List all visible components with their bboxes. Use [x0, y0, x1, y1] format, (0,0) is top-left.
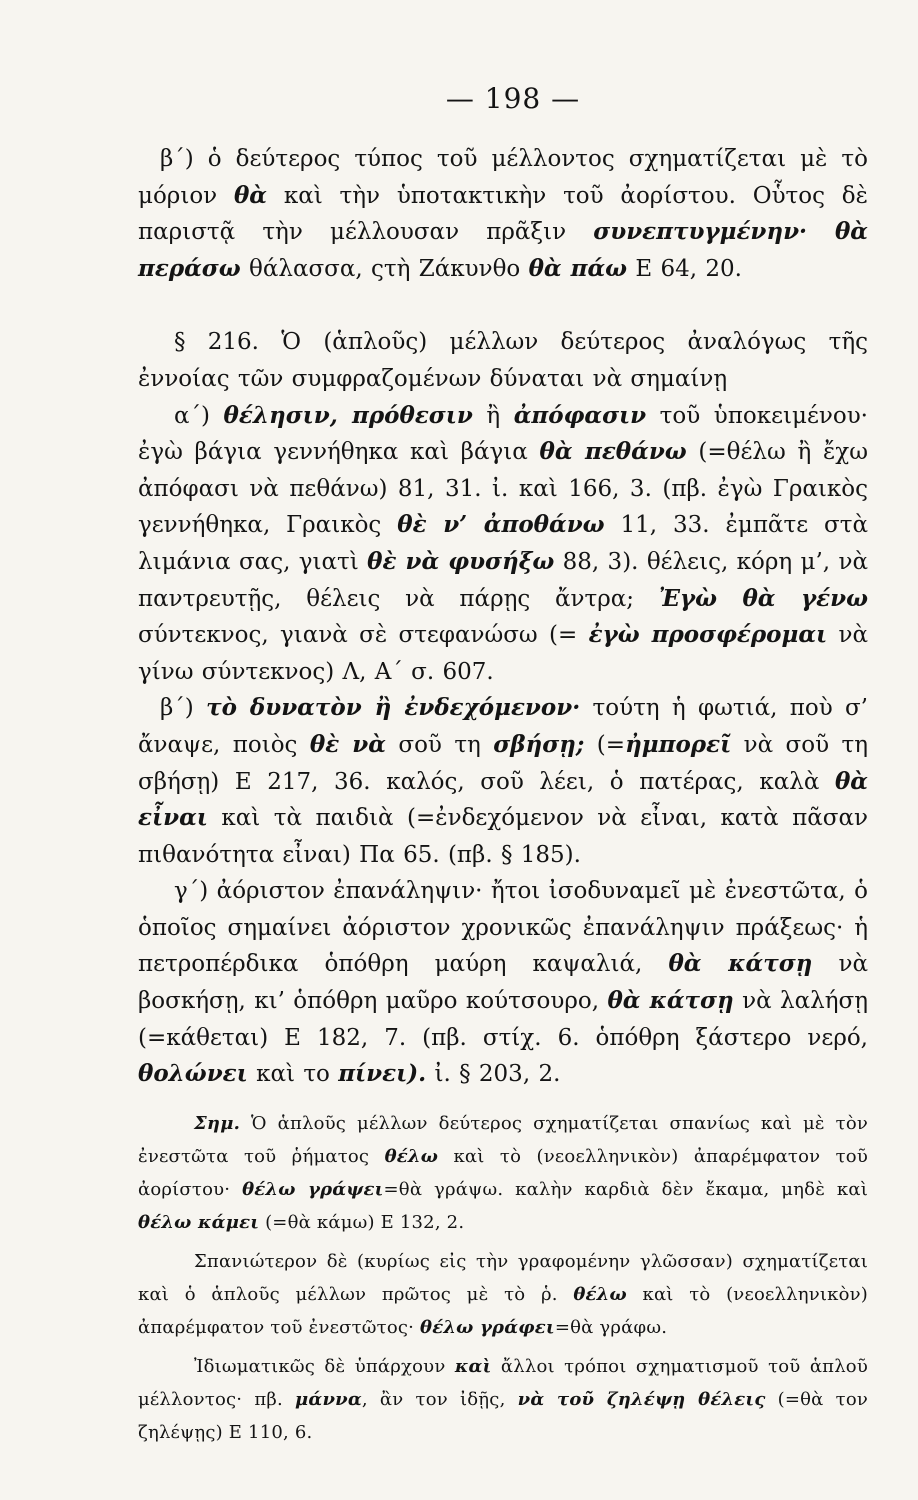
body-text: νὰ λαλήσῃ (=κάθεται) Ε 182, 7. (πβ. στίχ. 6. ὁπόθρη ξάστερο νερό,	[138, 988, 868, 1051]
body-text: (=	[584, 731, 626, 758]
body-text: § 216. Ὁ (ἁπλοῦς) μέλλων δεύτερος ἀναλόγως τῆς ἐννοίας τῶν συμφραζομένων δύναται νὰ σημαίνῃ	[138, 329, 868, 392]
emphasis-text: τὸ δυνατὸν ἢ ἐνδεχόμενον·	[206, 694, 581, 722]
body-text: γ΄) ἀόριστον ἐπανάληψιν· ἤτοι ἰσοδυναμεῖ μὲ ἐνεστῶτα, ὁ ὁποῖος σημαίνει ἀόριστον χρονικῶς ἐπανάληψιν πράξεως· ἡ πετροπέρδικα ὁπόθρη μαύρη καψαλιά,	[138, 878, 868, 978]
body-text: νὰ σοῦ τη σβήσῃ) Ε 217, 36. καλός, σοῦ λέει, ὁ πατέρας, καλὰ	[138, 731, 869, 795]
note-dialectal	[138, 1350, 868, 1449]
body-text: τούτη ἡ φωτιά, ποὺ σ’ ἄναψε, ποιὸς	[138, 695, 868, 758]
body-text: α΄)	[174, 402, 224, 429]
body-text: , ἂν τον ἰδῇς,	[361, 1388, 518, 1410]
emphasis-text: καὶ	[454, 1355, 492, 1377]
body-text: (=θὰ κάμω) Ε 132, 2.	[259, 1211, 465, 1233]
body-text: καὶ τὴν ὑποτακτικὴν τοῦ ἀορίστου. Οὗτος δὲ παριστᾷ τὴν μέλλουσαν πρᾶξιν	[138, 182, 868, 246]
body-text: =θὰ γράψω. καλὴν καρδιὰ δὲν ἔκαμα, μηδὲ καὶ	[383, 1178, 868, 1200]
emphasis-text: σβήσῃ;	[493, 730, 585, 758]
emphasis-text: θὲ νὰ	[309, 730, 386, 758]
body-text: θάλασσα, ςτὴ Ζάκυνθο	[240, 255, 529, 282]
body-text: καὶ τὰ παιδιὰ (=ἐνδεχόμενον νὰ εἶναι, κατὰ πᾶσαν πιθανότητα εἶναι) Πα 65. (πβ. § 185).	[138, 805, 868, 868]
body-text: β΄)	[160, 695, 207, 722]
body-text: (=θέλω ἢ ἔχω ἀπόφασι νὰ πεθάνω) 81, 31. ἰ. καὶ 166, 3. (πβ. ἐγὼ Γραικὸς γεννήθηκα, Γραικὸς	[138, 439, 868, 539]
emphasis-text: θὰ κάτσῃ	[668, 950, 813, 978]
emphasis-text: ἠμπορεῖ	[625, 730, 732, 758]
emphasis-text: θὰ	[233, 181, 268, 209]
body-text: καὶ τὸ (νεοελληνικὸν) ἀπαρέμφατον τοῦ ἐνεστῶτος·	[138, 1283, 868, 1338]
emphasis-text: θέλω γράφει	[420, 1316, 555, 1338]
body-text: 88, 3). θέλεις, κόρη μ’, νὰ παντρευτῇς, θέλεις νὰ πάρῃς ἄντρα;	[138, 548, 868, 612]
emphasis-text: μάννα	[295, 1388, 362, 1410]
body-text: ἢ	[472, 402, 514, 429]
body-text: νὰ γίνω σύντεκνος) Λ, Α΄ σ. 607.	[138, 622, 869, 685]
paragraph-alpha-will	[138, 398, 868, 691]
emphasis-text: ἐγὼ προσφέρομαι	[588, 621, 828, 649]
body-text: 11, 33. ἐμπᾶτε στὰ λιμάνια σας, γιατὶ	[138, 512, 868, 575]
body-text: νὰ βοσκήσῃ, κι’ ὁπόθρη μαῦρο κούτσουρο,	[138, 951, 868, 1015]
emphasis-text: συνεπτυγμένην· θὰ περάσω	[138, 218, 868, 282]
emphasis-text: θέλω	[384, 1145, 439, 1167]
emphasis-text: θέλω κάμει	[138, 1211, 260, 1233]
paragraph-gamma-indefinite	[138, 873, 868, 1093]
emphasis-text: θὰ εἶναι	[138, 767, 868, 832]
page-number: — 198 —	[445, 82, 581, 115]
main-text	[138, 141, 868, 1093]
body-text: σοῦ τη	[385, 731, 494, 758]
emphasis-text: θὲ ν’ ἀποθάνω	[397, 511, 605, 539]
body-text: ἰ. § 203, 2.	[426, 1061, 561, 1088]
emphasis-text: ἀπόφασιν	[513, 401, 647, 429]
body-text: Ε 64, 20.	[627, 255, 742, 282]
body-text: καὶ τὸ (νεοελληνικὸν) ἀπαρέμφατον τοῦ ἀορίστου·	[138, 1145, 868, 1200]
paragraph-section-216	[138, 324, 868, 397]
note-future-first	[138, 1245, 868, 1344]
emphasis-text: νὰ τοῦ ζηλέψῃ θέλεις	[517, 1388, 766, 1410]
emphasis-text: θολώνει	[138, 1060, 248, 1088]
body-text: καὶ το	[247, 1061, 339, 1088]
body-text: Ἰδιωματικῶς δὲ ὑπάρχουν	[194, 1355, 455, 1377]
emphasis-text: Σημ.	[194, 1112, 241, 1134]
emphasis-text: θὰ κάτσῃ	[607, 987, 734, 1015]
paragraph-beta-second-type	[138, 141, 868, 287]
emphasis-text: Ἐγὼ θὰ γένω	[658, 584, 868, 612]
emphasis-text: θέλησιν, πρόθεσιν	[223, 401, 473, 429]
emphasis-text: θὲ νὰ φυσήξω	[367, 547, 555, 575]
body-text: σύντεκνος, γιανὰ σὲ στεφανώσω (=	[138, 622, 589, 649]
body-text: τοῦ ὑποκειμένου· ἐγὼ βάγια γεννήθηκα καὶ βάγια	[138, 402, 868, 466]
body-text: ἄλλοι τρόποι σχηματισμοῦ τοῦ ἁπλοῦ μέλλοντος· πβ.	[138, 1355, 868, 1410]
note-remark	[138, 1107, 868, 1239]
emphasis-text: θὰ πάω	[528, 254, 628, 282]
body-text: Ὁ ἁπλοῦς μέλλων δεύτερος σχηματίζεται σπανίως καὶ μὲ τὸν ἐνεστῶτα τοῦ ῥήματος	[138, 1112, 868, 1167]
emphasis-text: θέλω γράψει	[242, 1178, 384, 1200]
body-text: =θὰ γράφω.	[554, 1316, 668, 1338]
emphasis-text: θὰ πεθάνω	[539, 438, 687, 466]
body-text: (=θὰ τον ζηλέψῃς) Ε 110, 6.	[138, 1388, 868, 1443]
footnotes	[138, 1107, 868, 1449]
body-text: β΄) ὁ δεύτερος τύπος τοῦ μέλλοντος σχηματίζεται μὲ τὸ μόριον	[138, 146, 868, 209]
body-text: Σπανιώτερον δὲ (κυρίως εἰς τὴν γραφομένην γλῶσσαν) σχηματίζεται καὶ ὁ ἁπλοῦς μέλλων πρῶτος μὲ τὸ ῥ.	[138, 1250, 868, 1305]
emphasis-text: πίνει).	[338, 1060, 427, 1088]
emphasis-text: θέλω	[573, 1283, 627, 1305]
paragraph-beta-possible	[138, 690, 868, 873]
